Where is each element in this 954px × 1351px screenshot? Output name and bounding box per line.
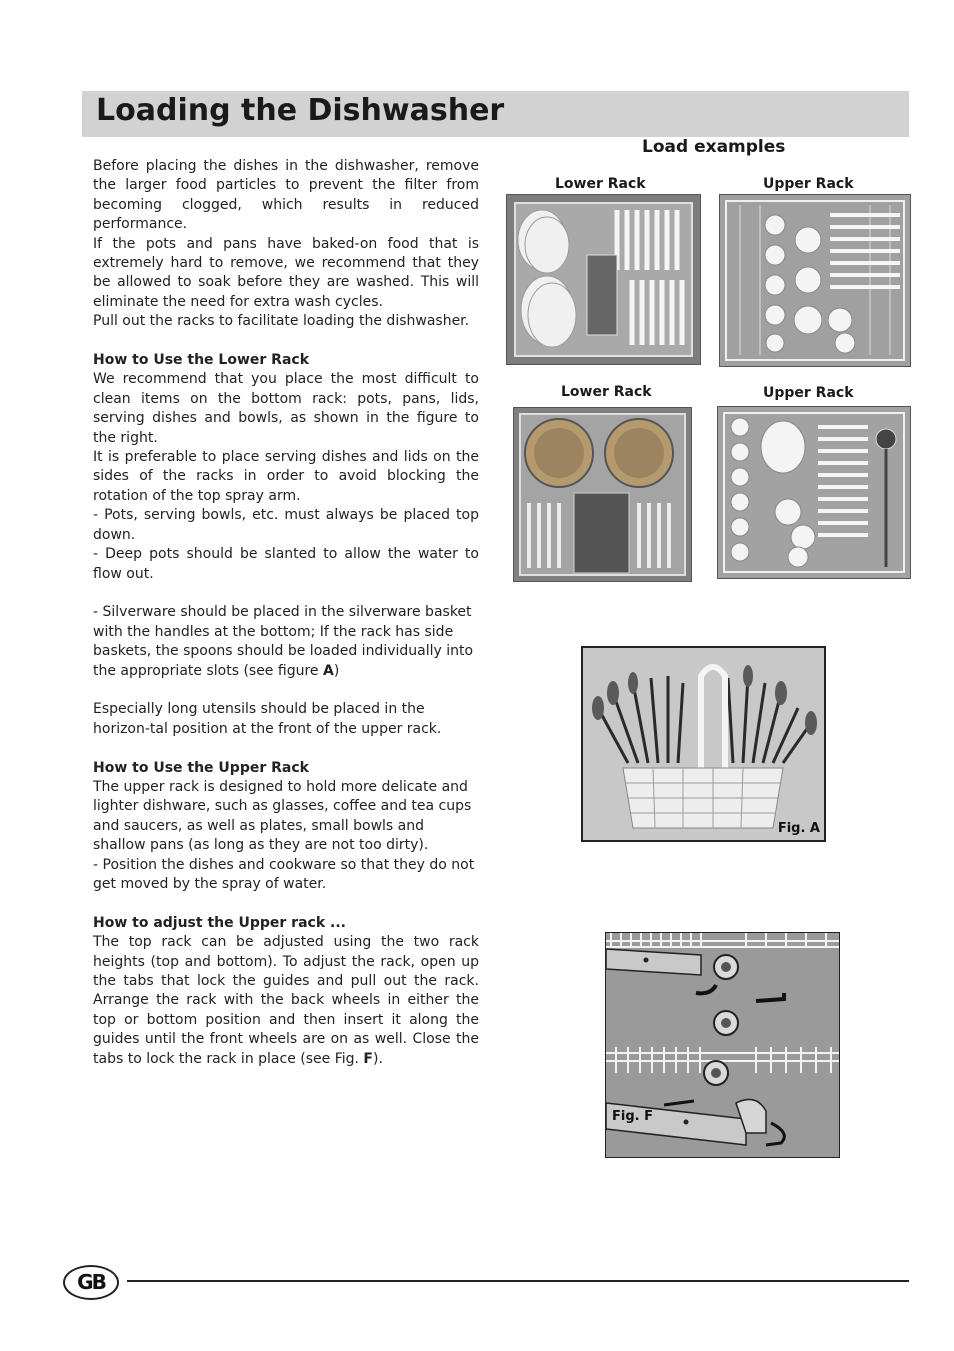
lower-rack-paragraph-1: We recommend that you place the most difficult to clean items on the bottom rack: pots, pans, lids, serving dishes and bowls, as shown in the figure to the right. bbox=[93, 371, 479, 446]
caption-upper-rack-2: Upper Rack bbox=[763, 385, 854, 401]
caption-upper-rack-1: Upper Rack bbox=[763, 176, 854, 192]
upper-rack-photo-1 bbox=[719, 194, 911, 367]
figure-f-label: Fig. F bbox=[612, 1109, 653, 1124]
upper-rack-paragraph-2: - Position the dishes and cookware so that they do not get moved by the spray of water. bbox=[93, 856, 475, 892]
intro-paragraph-3: Pull out the racks to facilitate loading the dishwasher. bbox=[93, 313, 470, 330]
caption-lower-rack-1: Lower Rack bbox=[555, 176, 646, 192]
country-badge-gb: GB bbox=[63, 1265, 119, 1300]
lower-rack-paragraph-4: - Deep pots should be slanted to allow the water to flow out. bbox=[93, 546, 479, 582]
lower-rack-paragraph-2: It is preferable to place serving dishes and lids on the sides of the racks in order to avoid blocking the rotation of the top spray arm. bbox=[93, 449, 479, 504]
page-title: Loading the Dishwasher bbox=[96, 93, 505, 128]
intro-paragraph-2: If the pots and pans have baked-on food that is extremely hard to remove, we recommend that they be allowed to soak before they are washed. This will eliminate the need for extra wash cycles. bbox=[93, 235, 479, 310]
lower-rack-heading: How to Use the Lower Rack bbox=[93, 352, 310, 369]
figure-a-silverware-basket bbox=[581, 646, 826, 842]
footer-divider bbox=[127, 1280, 909, 1282]
figure-a-label: Fig. A bbox=[777, 821, 820, 836]
figure-f-rack-adjustment bbox=[605, 932, 840, 1158]
upper-rack-paragraph-1: The upper rack is designed to hold more delicate and lighter dishware, such as glasses, coffee and tea cups and saucers, as well as plates, small bowls and shallow pans (as long as they are not too dirty). bbox=[93, 778, 472, 854]
figure-a-reference: A bbox=[322, 662, 334, 679]
lower-rack-photo-2 bbox=[513, 407, 692, 582]
upper-rack-heading: How to Use the Upper Rack bbox=[93, 759, 309, 776]
title-bar bbox=[82, 91, 909, 137]
adjust-paragraph: The top rack can be adjusted using the two rack heights (top and bottom). To adjust the rack, open up the tabs that lock the guides and pull out the rack. Arrange the rack with the back wheels in either the top or bottom position and then insert it along the guides until the front wheels are on as well. Close the tabs to lock the rack in place (see Fig. F). bbox=[93, 934, 479, 1067]
adjust-heading: How to adjust the Upper rack ... bbox=[93, 914, 346, 931]
caption-lower-rack-2: Lower Rack bbox=[561, 384, 652, 400]
intro-paragraph-1: Before placing the dishes in the dishwasher, remove the larger food particles to prevent the filter from becoming clogged, which results in reduced performance. bbox=[93, 158, 479, 233]
upper-rack-photo-2 bbox=[717, 406, 911, 579]
lower-rack-photo-1 bbox=[506, 194, 701, 365]
lower-rack-paragraph-6: Especially long utensils should be placed in the horizon-tal position at the front of the upper rack. bbox=[93, 701, 442, 737]
load-examples-title: Load examples bbox=[642, 137, 786, 157]
figure-f-reference: F bbox=[363, 1050, 373, 1067]
lower-rack-paragraph-5: - Silverware should be placed in the silverware basket with the handles at the bottom; If the rack has side baskets, the spoons should be loaded individually into the appropriate slots (see figure A) bbox=[93, 604, 474, 679]
lower-rack-paragraph-3: - Pots, serving bowls, etc. must always be placed top down. bbox=[93, 507, 479, 543]
text-column bbox=[93, 157, 479, 1069]
